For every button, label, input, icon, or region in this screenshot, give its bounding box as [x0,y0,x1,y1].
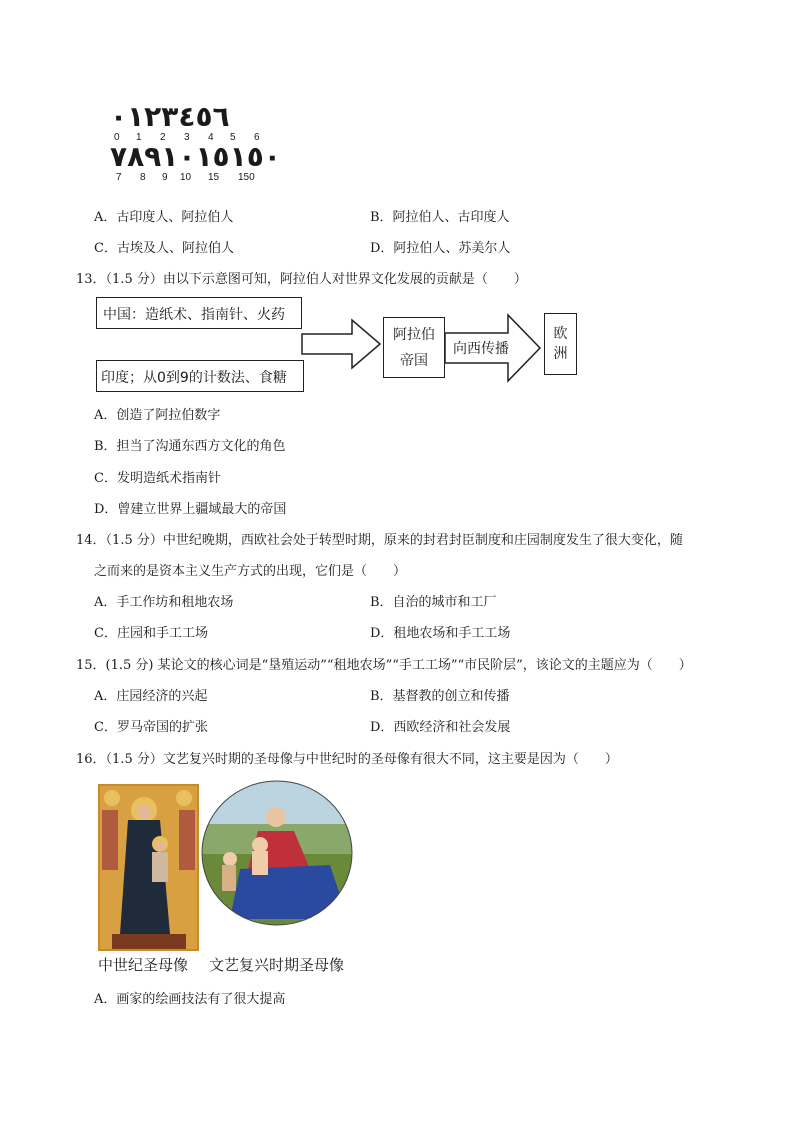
q12-option-b[interactable]: B．阿拉伯人、古印度人 [370,210,510,225]
q16-option-a[interactable]: A．画家的绘画技法有了很大提高 [94,992,286,1007]
q13-option-d[interactable]: D．曾建立世界上疆域最大的帝国 [94,502,287,517]
numeral-label: 10 [180,172,192,183]
europe-label-line1: 欧 [553,326,568,342]
india-label: 印度；从0到9的计数法、食糖 [101,370,287,386]
q12-option-a[interactable]: A．古印度人、阿拉伯人 [94,210,234,225]
spread-west-label: 向西传播 [453,341,509,357]
medieval-madonna-painting [98,784,199,951]
arab-label-line2: 帝国 [400,353,428,369]
arabic-numerals-row1: ٠١٢٣٤٥٦ [110,100,230,133]
numeral-label: 3 [184,132,190,143]
numeral-label: 1 [136,132,142,143]
q15-option-d[interactable]: D．西欧经济和社会发展 [370,720,511,735]
arab-empire-box [383,317,445,378]
numeral-label: 5 [230,132,236,143]
q14-option-d[interactable]: D．租地农场和手工工场 [370,626,511,641]
q14-option-c[interactable]: C．庄园和手工工场 [94,626,208,641]
arab-label-line1: 阿拉伯 [393,327,435,343]
numeral-label: 0 [114,132,120,143]
china-label: 中国：造纸术、指南针、火药 [103,307,285,323]
q15-option-c[interactable]: C．罗马帝国的扩张 [94,720,208,735]
numeral-label: 4 [208,132,214,143]
caption-medieval: 中世纪圣母像 [98,956,189,974]
caption-renaissance: 文艺复兴时期圣母像 [209,956,345,974]
europe-label-line2: 洲 [553,346,568,362]
q15-option-a[interactable]: A．庄园经济的兴起 [94,689,208,704]
q16-stem: 16．（1.5 分）文艺复兴时期的圣母像与中世纪时的圣母像有很大不同，这主要是因为（ ） [76,752,618,767]
q15-option-b[interactable]: B．基督教的创立和传播 [370,689,510,704]
q13-option-a[interactable]: A．创造了阿拉伯数字 [94,408,221,423]
numeral-label: 15 [208,172,220,183]
numeral-label: 2 [160,132,166,143]
q13-option-c[interactable]: C．发明造纸术指南针 [94,471,221,486]
q14-stem-line1: 14．（1.5 分）中世纪晚期，西欧社会处于转型时期，原来的封君封臣制度和庄园制度发生了很大变化，随 [76,533,683,548]
numeral-label: 9 [162,172,168,183]
q14-option-b[interactable]: B．自治的城市和工厂 [370,595,497,610]
numeral-label: 6 [254,132,260,143]
q12-option-c[interactable]: C．古埃及人、阿拉伯人 [94,241,234,256]
arrow-to-arab-icon [300,318,382,370]
q12-option-d[interactable]: D．阿拉伯人、苏美尔人 [370,241,511,256]
numeral-label: 150 [238,172,255,183]
numeral-label: 7 [116,172,122,183]
q13-option-b[interactable]: B．担当了沟通东西方文化的角色 [94,439,286,454]
china-box [96,297,302,329]
india-box [96,360,304,392]
numeral-label: 8 [140,172,146,183]
renaissance-madonna-painting [200,779,354,927]
q15-stem: 15．(1.5 分) 某论文的核心词是“垦殖运动”“租地农场”“手工工场”“市民阶层”，该论文的主题应为（ ） [76,658,692,673]
q14-stem-line2: 之而来的是资本主义生产方式的出现，它们是（ ） [94,564,407,579]
q13-stem: 13．（1.5 分）由以下示意图可知，阿拉伯人对世界文化发展的贡献是（ ） [76,272,527,287]
europe-box [544,313,577,375]
q14-option-a[interactable]: A．手工作坊和租地农场 [94,595,234,610]
arabic-numerals-row2: ٧٨٩١٠١٥١٥٠ [110,140,281,173]
